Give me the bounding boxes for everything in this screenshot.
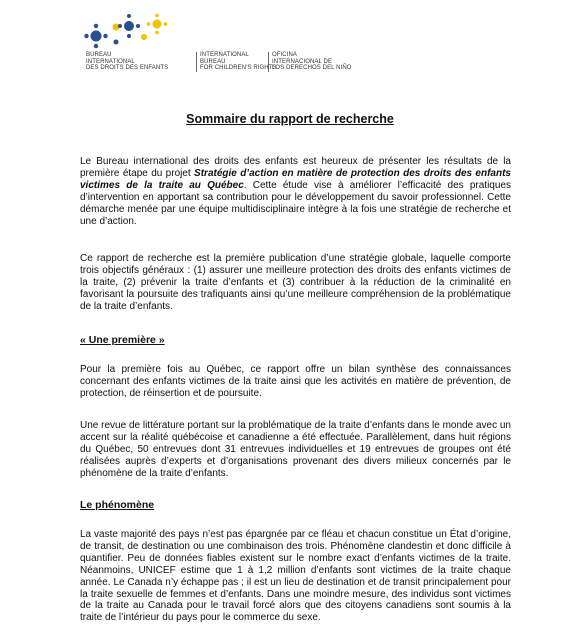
- document-title: Sommaire du rapport de recherche: [186, 112, 394, 126]
- phenomene-paragraph: La vaste majorité des pays n’est pas épargnée par ce fléau et chacun constitue un État d’origine, de transit, de destination ou une combinaison des trois. Phénomène clandestin et donc difficile à quantifier. Peu de données fiables existent sur le nombre exact d’enfants victimes de la traite. Néanmoins, UNICEF estime que 1 à 1,2 million d’enfants sont victimes de la traite chaque année. Le Canada n’y échappe pas ; il est un lieu de destination et de transit principalement pour la traite sexuelle de femmes et d’enfants. Dans une moindre mesure, des individus sont victimes de la traite au Canada pour le travail forcé alors que des citoyens canadiens sont soumis à la traite de l’intérieur du pays pour le commerce du sexe.: [80, 529, 511, 624]
- section-heading-premiere: « Une première »: [80, 334, 165, 346]
- intro-text-continued: . Cette étude vise à améliorer l’efficacité des pratiques d’intervention en apportant sa contribution pour le développement du savoir professionnel. Cette démarche menée par une équipe multidisciplinaire intègre à la fois une stratégie de recherche et une d’action.: [80, 179, 511, 227]
- org-line: FOR CHILDREN'S RIGHTS: [200, 65, 277, 72]
- bureau-logo: [84, 12, 174, 52]
- objectives-paragraph: Ce rapport de recherche est la première publication d’une stratégie globale, laquelle comporte trois objectifs généraux : (1) assurer une meilleure protection des droits des enfants victimes de la traite, (2) prévenir la traite d’enfants et (3) contribuer à la réduction de la criminalité en favorisant la poursuite des trafiquants ainsi qu’une meilleure compréhension de la problématique de la traite d’enfants.: [80, 253, 511, 312]
- org-line: DES DROITS DES ENFANTS: [86, 65, 169, 72]
- methodology-paragraph: Une revue de littérature portant sur la problématique de la traite d’enfants dans le monde avec un accent sur la réalité québécoise et canadienne a été effectuée. Parallèlement, dans huit régions du Québec, 50 entrevues dont 31 entrevues individuelles et 19 entrevues de groupes ont été réalisées auprès d’experts et d’organisations provenant des divers milieux concernés par le phénomène de la traite d’enfants.: [80, 420, 511, 479]
- premiere-paragraph: Pour la première fois au Québec, ce rapport offre un bilan synthèse des connaissances concernant des enfants victimes de la traite ainsi que les activités en matière de prévention, de protection, de réinsertion et de poursuite.: [80, 364, 511, 399]
- org-line: INTERNATIONAL: [200, 52, 249, 58]
- org-line: INTERNATIONAL: [86, 58, 135, 65]
- org-line: LOS DERECHOS DEL NIÑO: [272, 65, 352, 72]
- project-title: Stratégie d’action en matière de protection des droits des enfants victimes de la traite au Québec: [80, 167, 511, 191]
- org-line: OFICINA: [272, 52, 298, 58]
- section-heading-phenomene: Le phénomène: [80, 499, 155, 511]
- org-line: BUREAU: [86, 52, 112, 58]
- org-name-french: [86, 52, 168, 72]
- org-line: INTERNACIONAL DE: [272, 58, 333, 65]
- org-line: BUREAU: [200, 58, 226, 65]
- intro-text: Le Bureau international des droits des enfants est heureux de présenter les résultats de la première étape du projet: [80, 156, 511, 179]
- intro-paragraph: [80, 156, 511, 227]
- org-name-spanish: [268, 52, 352, 72]
- org-name-english: [196, 52, 277, 72]
- logo-flowers: [84, 14, 167, 49]
